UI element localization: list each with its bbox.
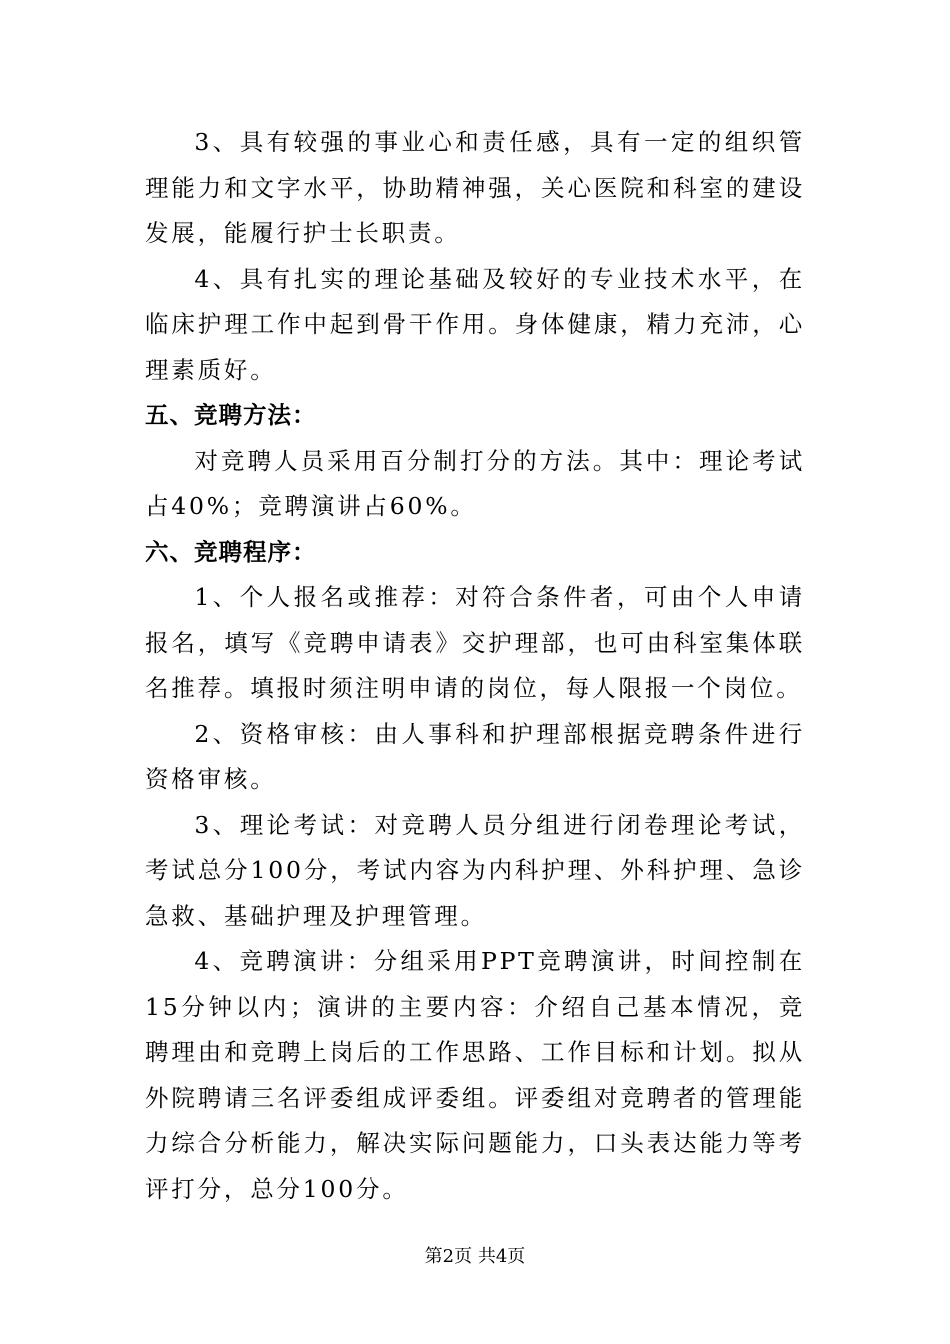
- paragraph-requirement-3: 3、具有较强的事业心和责任感，具有一定的组织管理能力和文字水平，协助精神强，关心医院和科室的建设发展，能履行护士长职责。: [145, 128, 805, 247]
- paragraph-procedure-3: 3、理论考试：对竞聘人员分组进行闭卷理论考试，考试总分100分，考试内容为内科护理、外科护理、急诊急救、基础护理及护理管理。: [145, 810, 805, 930]
- page-footer: 第2页 共4页: [424, 1246, 526, 1267]
- paragraph-procedure-2: 2、资格审核：由人事科和护理部根据竞聘条件进行资格审核。: [145, 719, 805, 793]
- section-heading-method: 五、竞聘方法：: [145, 401, 317, 429]
- document-body: [145, 120, 805, 1212]
- section-heading-procedure: 六、竞聘程序：: [145, 537, 317, 566]
- paragraph-method: 对竞聘人员采用百分制打分的方法。其中：理论考试占40%；竞聘演讲占60%。: [145, 446, 805, 520]
- paragraph-requirement-4: 4、具有扎实的理论基础及较好的专业技术水平，在临床护理工作中起到骨干作用。身体健康，精力充沛，心理素质好。: [145, 264, 805, 384]
- paragraph-procedure-1: 1、个人报名或推荐：对符合条件者，可由个人申请报名，填写《竞聘申请表》交护理部，也可由科室集体联名推荐。填报时须注明申请的岗位，每人限报一个岗位。: [145, 583, 805, 702]
- paragraph-procedure-4: 4、竞聘演讲：分组采用PPT竞聘演讲，时间控制在15分钟以内；演讲的主要内容：介绍自己基本情况，竞聘理由和竞聘上岗后的工作思路、工作目标和计划。拟从外院聘请三名评委组成评委组。评委组对竞聘者的管理能力综合分析能力，解决实际问题能力，口头表达能力等考评打分，总分100分。: [145, 947, 805, 1203]
